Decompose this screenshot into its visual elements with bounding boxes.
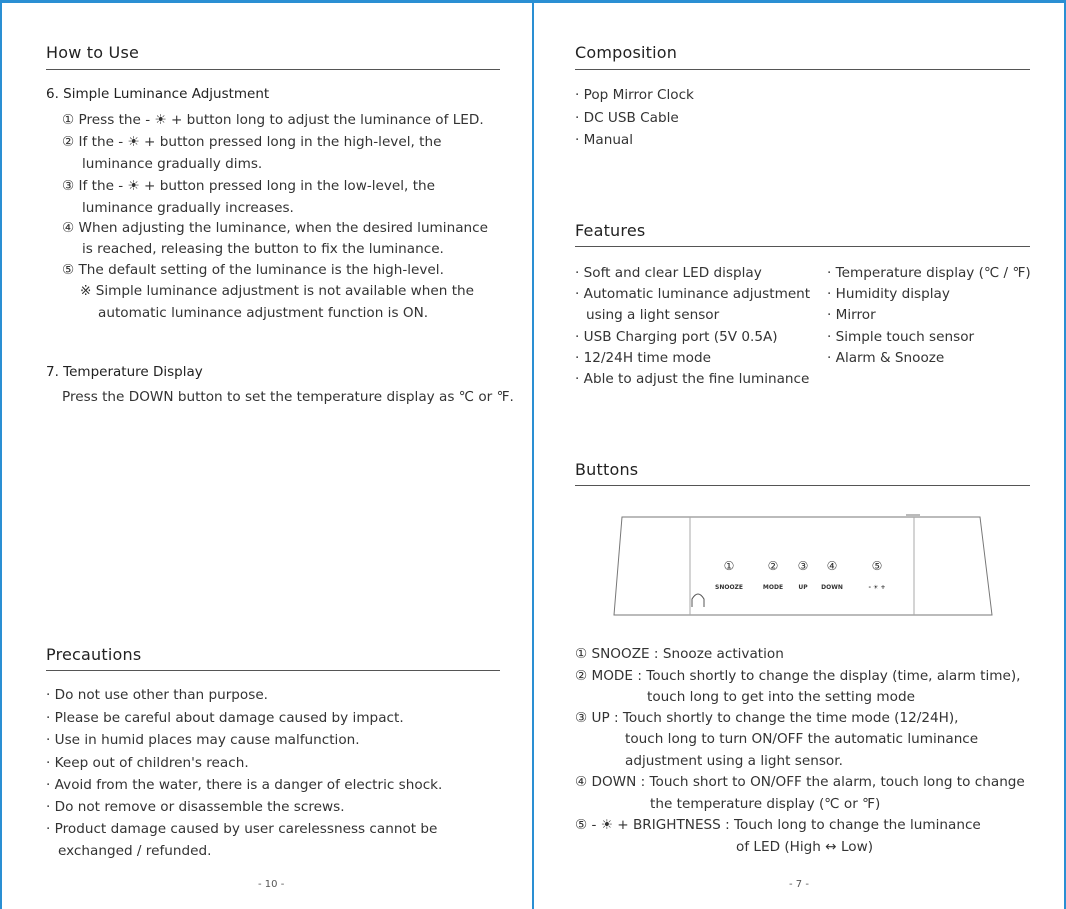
heading-rule	[46, 69, 500, 70]
section6-title: 6. Simple Luminance Adjustment	[46, 86, 270, 102]
feature-item: · Alarm & Snooze	[827, 350, 945, 366]
feature-item: · Humidity display	[827, 286, 950, 302]
heading-rule	[46, 670, 500, 671]
heading-rule	[575, 246, 1030, 247]
feature-item: · Simple touch sensor	[827, 329, 975, 345]
button-number: ①	[723, 559, 735, 573]
composition-heading: Composition	[575, 43, 678, 62]
section6-line: luminance gradually dims.	[82, 156, 263, 172]
section6-line: luminance gradually increases.	[82, 200, 294, 216]
section6-note: automatic luminance adjustment function is ON.	[98, 305, 429, 321]
precaution-item: · Do not remove or disassemble the screws.	[46, 799, 345, 815]
button-number: ②	[767, 559, 779, 573]
section6-line: ③ If the - ☀ + button pressed long in the low-level, the	[62, 178, 436, 194]
button-number: ③	[797, 559, 809, 573]
feature-item: · 12/24H time mode	[575, 350, 711, 366]
heading-rule	[575, 485, 1030, 486]
page-number: - 10 -	[258, 879, 285, 890]
button-number: ⑤	[871, 559, 883, 573]
section6-note: ※ Simple luminance adjustment is not available when the	[80, 283, 474, 299]
section6-line: ② If the - ☀ + button pressed long in the high-level, the	[62, 134, 442, 150]
feature-item: · Soft and clear LED display	[575, 265, 762, 281]
precaution-item: exchanged / refunded.	[58, 843, 212, 859]
precaution-item: · Please be careful about damage caused by impact.	[46, 710, 404, 726]
button-desc: touch long to get into the setting mode	[647, 689, 915, 705]
button-label: DOWN	[821, 584, 843, 591]
section7-title: 7. Temperature Display	[46, 364, 203, 380]
button-label: - ☀ +	[868, 584, 886, 591]
button-label: MODE	[762, 584, 784, 591]
right-page	[533, 0, 1066, 909]
feature-item: · Mirror	[827, 307, 876, 323]
section6-line: ① Press the - ☀ + button long to adjust the luminance of LED.	[62, 112, 484, 128]
section6-line: ⑤ The default setting of the luminance is the high-level.	[62, 262, 444, 278]
button-desc: the temperature display (℃ or ℉)	[650, 796, 881, 812]
button-desc: touch long to turn ON/OFF the automatic luminance	[625, 731, 979, 747]
button-desc: ③ UP : Touch shortly to change the time mode (12/24H),	[575, 710, 959, 726]
precaution-item: · Use in humid places may cause malfunction.	[46, 732, 360, 748]
section6-line: ④ When adjusting the luminance, when the desired luminance	[62, 220, 488, 236]
feature-item: · Automatic luminance adjustment	[575, 286, 811, 302]
button-desc: adjustment using a light sensor.	[625, 753, 843, 769]
how-to-use-heading: How to Use	[46, 43, 140, 62]
button-label: UP	[798, 584, 808, 591]
composition-item: · Manual	[575, 132, 634, 148]
precautions-heading: Precautions	[46, 645, 142, 664]
feature-item: · Temperature display (℃ / ℉)	[827, 265, 1031, 281]
precaution-item: · Do not use other than purpose.	[46, 687, 269, 703]
precaution-item: · Product damage caused by user carelessness cannot be	[46, 821, 438, 837]
precaution-item: · Keep out of children's reach.	[46, 755, 249, 771]
buttons-heading: Buttons	[575, 460, 639, 479]
button-desc: ② MODE : Touch shortly to change the display (time, alarm time),	[575, 668, 1021, 684]
button-number: ④	[826, 559, 838, 573]
section7-text: Press the DOWN button to set the temperature display as ℃ or ℉.	[62, 389, 514, 405]
composition-item: · Pop Mirror Clock	[575, 87, 694, 103]
feature-item: · Able to adjust the fine luminance	[575, 371, 810, 387]
usb-port-icon	[692, 594, 704, 607]
feature-item: using a light sensor	[586, 307, 720, 323]
button-label: SNOOZE	[715, 584, 743, 591]
features-heading: Features	[575, 221, 646, 240]
composition-item: · DC USB Cable	[575, 110, 679, 126]
feature-item: · USB Charging port (5V 0.5A)	[575, 329, 778, 345]
heading-rule	[575, 69, 1030, 70]
button-desc: ④ DOWN : Touch short to ON/OFF the alarm, touch long to change	[575, 774, 1025, 790]
button-desc: of LED (High ↔ Low)	[736, 839, 874, 855]
section6-line: is reached, releasing the button to fix the luminance.	[82, 241, 444, 257]
button-desc: ① SNOOZE : Snooze activation	[575, 646, 784, 662]
page-number: - 7 -	[789, 879, 809, 890]
precaution-item: · Avoid from the water, there is a danger of electric shock.	[46, 777, 443, 793]
device-diagram	[612, 511, 994, 621]
button-desc: ⑤ - ☀ + BRIGHTNESS : Touch long to change the luminance	[575, 817, 981, 833]
